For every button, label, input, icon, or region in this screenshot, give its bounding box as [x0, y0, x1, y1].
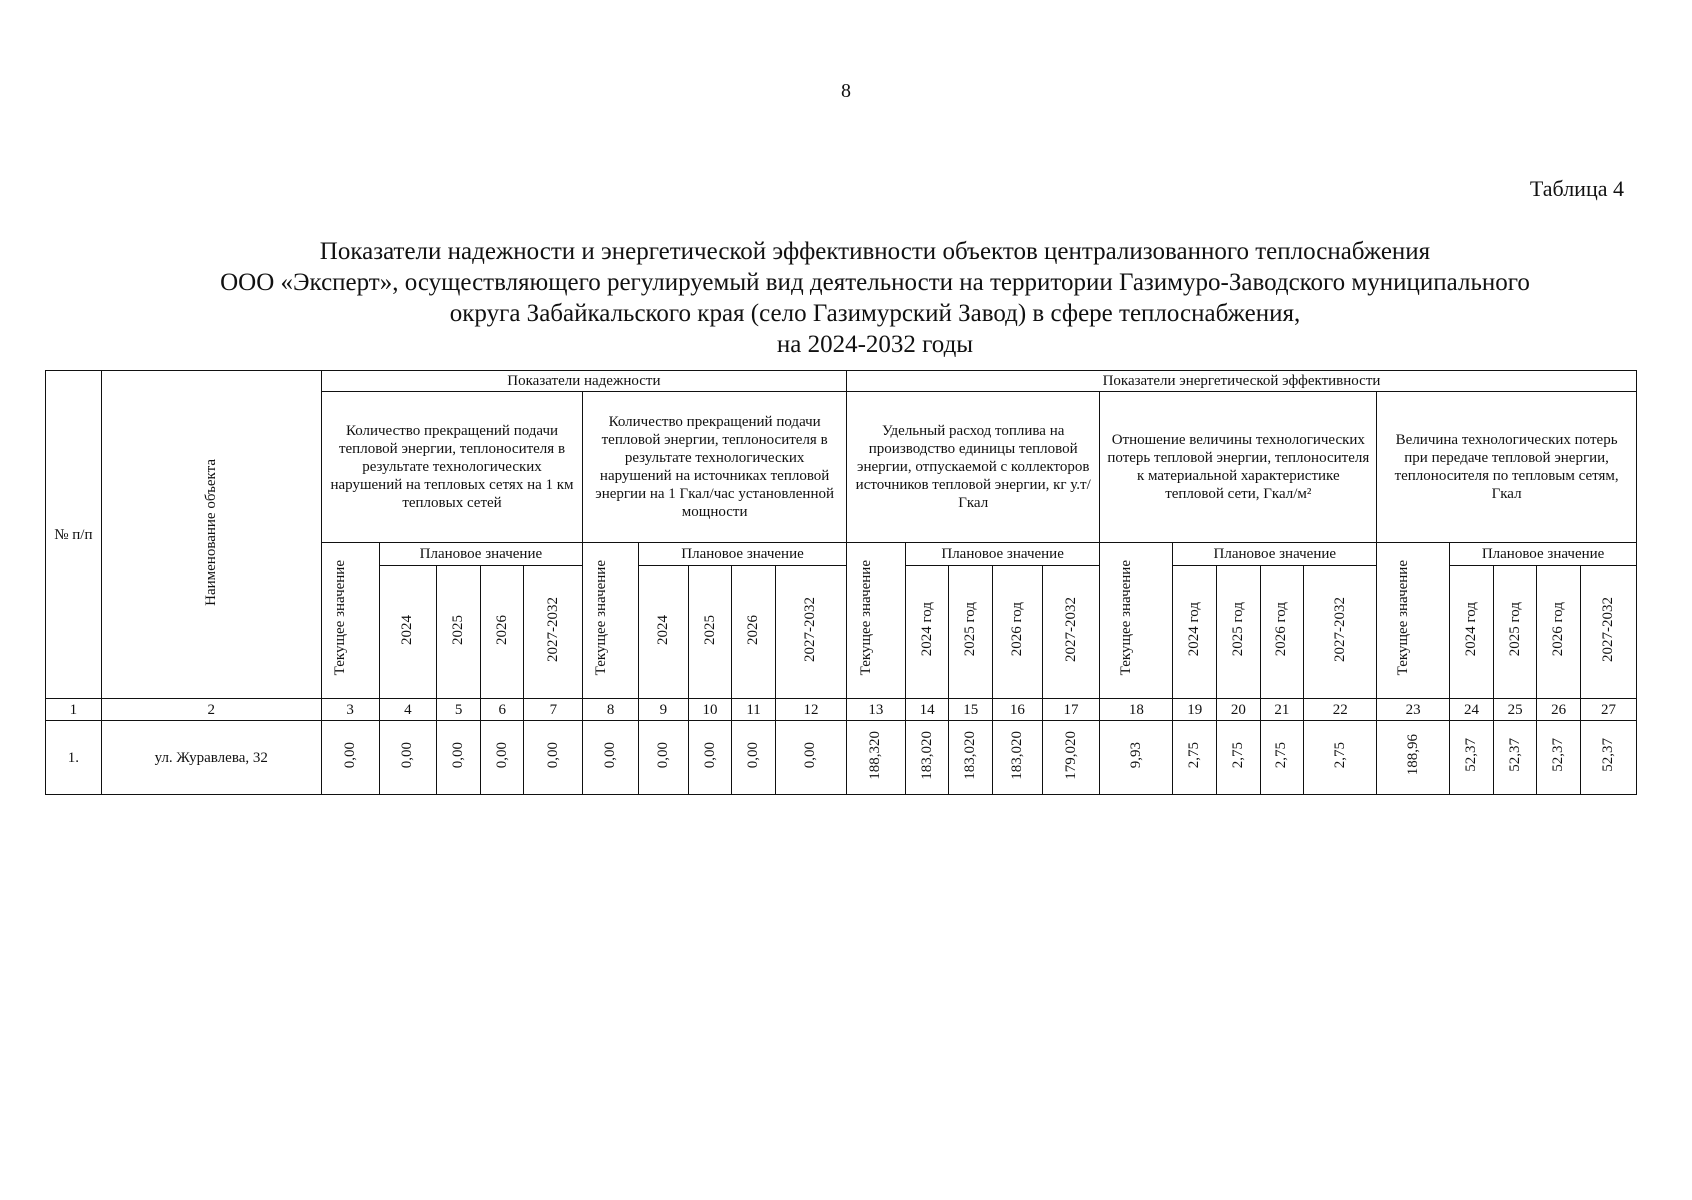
year-label: 2027-2032: [1599, 597, 1616, 662]
table-row: [46, 721, 1637, 795]
column-number: 24: [1450, 699, 1494, 721]
object-name: ул. Журавлева, 32: [101, 721, 321, 795]
indicator-header: Величина технологических потерь при передаче тепловой энергии, теплоносителя по тепловым сетям, Гкал: [1377, 392, 1637, 543]
current-value-header: [847, 543, 906, 699]
current-value-label: Текущее значение: [857, 560, 874, 676]
value-text: 0,00: [450, 741, 467, 769]
year-label: 2026 год: [1008, 602, 1025, 657]
indicators-table: [45, 370, 1637, 795]
value-text: 0,00: [701, 741, 718, 769]
title-line: Показатели надежности и энергетической эффективности объектов централизованного теплоснабжения: [319, 238, 1431, 265]
column-number: 15: [949, 699, 993, 721]
value-text: 0,00: [802, 741, 819, 769]
column-number: 3: [321, 699, 379, 721]
column-number: 17: [1042, 699, 1100, 721]
value-cell: [1580, 721, 1636, 795]
year-label: 2024: [654, 614, 671, 645]
year-label: 2026: [745, 614, 762, 645]
value-cell: [639, 721, 689, 795]
value-cell: [949, 721, 993, 795]
value-cell: [437, 721, 481, 795]
value-cell: [480, 721, 524, 795]
col-name-label: Наименование объекта: [202, 458, 219, 606]
table-label: Таблица 4: [1529, 176, 1624, 201]
column-number: 26: [1537, 699, 1581, 721]
column-number: 23: [1377, 699, 1450, 721]
year-header: [992, 566, 1042, 699]
year-label: 2025 год: [1229, 602, 1246, 657]
value-text: 0,00: [654, 741, 671, 769]
value-text: 0,00: [745, 741, 762, 769]
value-text: 0,00: [399, 741, 416, 769]
column-number: 18: [1100, 699, 1173, 721]
title-line: округа Забайкальского края (село Газимурский Завод) в сфере теплоснабжения,: [449, 300, 1301, 327]
column-number: 11: [732, 699, 776, 721]
value-cell: [1537, 721, 1581, 795]
value-cell: [905, 721, 949, 795]
year-header: [524, 566, 583, 699]
year-header: [1304, 566, 1377, 699]
value-text: 0,00: [544, 741, 561, 769]
year-header: [1260, 566, 1304, 699]
title-line: на 2024-2032 годы: [776, 331, 974, 358]
current-value-header: [321, 543, 379, 699]
value-cell: [321, 721, 379, 795]
value-text: 179,020: [1062, 730, 1079, 780]
year-label: 2024 год: [1462, 602, 1479, 657]
indicator-header: Удельный расход топлива на производство единицы тепловой энергии, отпускаемой с коллекторов источников тепловой энергии, кг у.т/Гкал: [847, 392, 1100, 543]
value-text: 0,00: [493, 741, 510, 769]
value-cell: [524, 721, 583, 795]
current-value-label: Текущее значение: [592, 560, 609, 676]
current-value-label: Текущее значение: [1118, 560, 1135, 676]
current-value-header: [1377, 543, 1450, 699]
value-text: 183,020: [1008, 730, 1025, 780]
value-cell: [1260, 721, 1304, 795]
year-header: [1537, 566, 1581, 699]
value-text: 2,75: [1331, 741, 1348, 769]
value-text: 52,37: [1550, 738, 1567, 772]
column-number: 22: [1304, 699, 1377, 721]
value-text: 2,75: [1273, 741, 1290, 769]
year-header: [1217, 566, 1261, 699]
page-number: 8: [841, 80, 851, 102]
value-text: 2,75: [1186, 741, 1203, 769]
value-cell: [583, 721, 639, 795]
year-label: 2026: [493, 614, 510, 645]
value-text: 183,020: [918, 730, 935, 780]
year-header: [1493, 566, 1537, 699]
column-number: 4: [379, 699, 437, 721]
year-header: [1580, 566, 1636, 699]
year-header: [949, 566, 993, 699]
value-cell: [1042, 721, 1100, 795]
year-header: [775, 566, 846, 699]
value-cell: [775, 721, 846, 795]
planned-value-header: Плановое значение: [905, 543, 1100, 566]
year-header: [437, 566, 481, 699]
planned-value-header: Плановое значение: [639, 543, 847, 566]
value-text: 52,37: [1599, 738, 1616, 772]
column-number: 27: [1580, 699, 1636, 721]
column-number: 21: [1260, 699, 1304, 721]
current-value-label: Текущее значение: [1395, 560, 1412, 676]
year-header: [1042, 566, 1100, 699]
col-name-header: [101, 371, 321, 699]
value-text: 9,93: [1127, 741, 1144, 769]
value-text: 183,020: [962, 730, 979, 780]
year-header: [1173, 566, 1217, 699]
column-number: 5: [437, 699, 481, 721]
year-header: [480, 566, 524, 699]
indicator-header: Отношение величины технологических потерь тепловой энергии, теплоносителя к материальной характеристике тепловой сети, Гкал/м²: [1100, 392, 1377, 543]
table-title: [100, 236, 1650, 360]
value-cell: [847, 721, 906, 795]
current-value-header: [583, 543, 639, 699]
planned-value-header: Плановое значение: [1450, 543, 1637, 566]
column-number: 1: [46, 699, 102, 721]
year-header: [639, 566, 689, 699]
value-cell: [1377, 721, 1450, 795]
value-cell: [1100, 721, 1173, 795]
column-number: 8: [583, 699, 639, 721]
value-text: 52,37: [1462, 738, 1479, 772]
year-label: 2025: [450, 614, 467, 645]
column-number: 13: [847, 699, 906, 721]
value-cell: [688, 721, 732, 795]
value-text: 0,00: [341, 741, 358, 769]
year-label: 2025 год: [1506, 602, 1523, 657]
group-reliability-header: Показатели надежности: [321, 371, 846, 392]
column-number: 9: [639, 699, 689, 721]
year-header: [688, 566, 732, 699]
value-text: 2,75: [1229, 741, 1246, 769]
year-header: [1450, 566, 1494, 699]
year-label: 2025: [701, 614, 718, 645]
value-cell: [1450, 721, 1494, 795]
value-cell: [1173, 721, 1217, 795]
year-label: 2027-2032: [1062, 597, 1079, 662]
column-number: 6: [480, 699, 524, 721]
column-number: 19: [1173, 699, 1217, 721]
year-label: 2027-2032: [802, 597, 819, 662]
indicator-header: Количество прекращений подачи тепловой энергии, теплоносителя в результате технологических нарушений на источниках тепловой энергии на 1 Гкал/час установленной мощности: [583, 392, 847, 543]
year-header: [905, 566, 949, 699]
current-value-label: Текущее значение: [332, 560, 349, 676]
year-header: [732, 566, 776, 699]
value-text: 52,37: [1506, 738, 1523, 772]
planned-value-header: Плановое значение: [379, 543, 583, 566]
column-number: 10: [688, 699, 732, 721]
value-cell: [992, 721, 1042, 795]
year-label: 2026 год: [1550, 602, 1567, 657]
value-cell: [379, 721, 437, 795]
column-number: 2: [101, 699, 321, 721]
value-cell: [1304, 721, 1377, 795]
value-text: 188,96: [1404, 734, 1421, 776]
value-cell: [1493, 721, 1537, 795]
value-cell: [732, 721, 776, 795]
column-number: 20: [1217, 699, 1261, 721]
year-header: [379, 566, 437, 699]
value-cell: [1217, 721, 1261, 795]
value-text: 0,00: [602, 741, 619, 769]
column-number: 7: [524, 699, 583, 721]
row-number: 1.: [46, 721, 102, 795]
year-label: 2025 год: [962, 602, 979, 657]
year-label: 2024 год: [1186, 602, 1203, 657]
year-label: 2024: [399, 614, 416, 645]
group-efficiency-header: Показатели энергетической эффективности: [847, 371, 1637, 392]
column-number: 12: [775, 699, 846, 721]
year-label: 2027-2032: [544, 597, 561, 662]
col-num-header: № п/п: [46, 371, 102, 699]
title-line: ООО «Эксперт», осуществляющего регулируемый вид деятельности на территории Газимуро-Заводского муниципального: [220, 269, 1530, 296]
column-number: 25: [1493, 699, 1537, 721]
current-value-header: [1100, 543, 1173, 699]
column-number: 16: [992, 699, 1042, 721]
year-label: 2027-2032: [1331, 597, 1348, 662]
column-number: 14: [905, 699, 949, 721]
year-label: 2026 год: [1273, 602, 1290, 657]
year-label: 2024 год: [918, 602, 935, 657]
indicator-header: Количество прекращений подачи тепловой энергии, теплоносителя в результате технологических нарушений на тепловых сетях на 1 км тепловых сетей: [321, 392, 583, 543]
value-text: 188,320: [867, 730, 884, 780]
planned-value-header: Плановое значение: [1173, 543, 1377, 566]
